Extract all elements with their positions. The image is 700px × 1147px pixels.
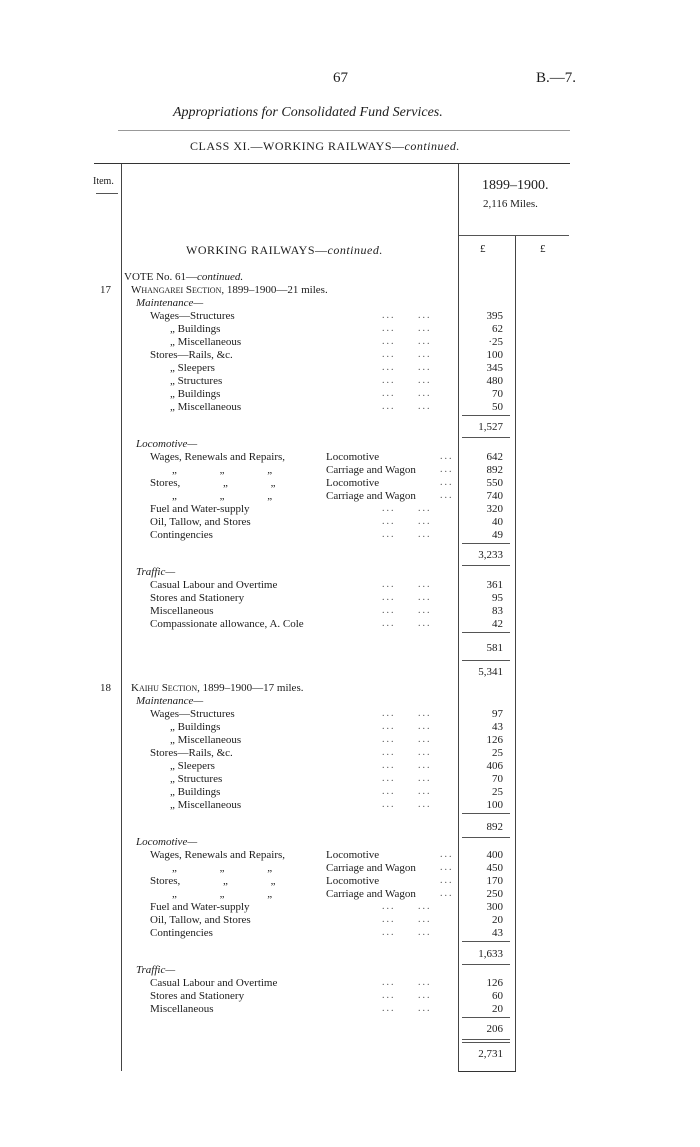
document-reference: B.—7.	[536, 70, 577, 86]
class-heading	[190, 140, 460, 153]
kaihu-locomotive-heading: Locomotive—	[136, 836, 198, 848]
leader-dots: ...	[440, 451, 454, 462]
subtotal-rule	[462, 813, 510, 814]
list-item-label: Fuel and Water-supply	[150, 901, 250, 913]
list-item-label: Oil, Tallow, and Stores	[150, 914, 251, 926]
list-item-label: „ Miscellaneous	[170, 401, 242, 413]
subtotal-rule	[462, 660, 510, 661]
leader-dots: ...	[440, 490, 454, 501]
subtotal-rule	[462, 415, 510, 416]
kaihu-section-total: 2,731	[478, 1048, 503, 1060]
list-item-value: 100	[486, 349, 503, 361]
whangarei-traffic-subtotal: 581	[486, 642, 503, 654]
list-item-label: „ „ „	[172, 464, 273, 476]
subtotal-rule	[462, 1017, 510, 1018]
list-item-sublabel: Locomotive	[326, 451, 380, 463]
leader-dots: ... ...	[382, 579, 432, 590]
leader-dots: ... ...	[382, 529, 432, 540]
year-column-header: 1899–1900.	[482, 178, 549, 193]
list-item-value: 70	[492, 388, 503, 400]
leader-dots: ... ...	[382, 362, 432, 373]
list-item-value: 42	[492, 618, 503, 630]
pound-symbol-2: £	[540, 243, 546, 255]
list-item-label: Contingencies	[150, 927, 213, 939]
vote-label	[124, 271, 243, 284]
list-item-label: „ Miscellaneous	[170, 336, 242, 348]
kaihu-locomotive-subtotal: 1,633	[478, 948, 503, 960]
title-rule	[118, 130, 570, 131]
leader-dots: ... ...	[382, 336, 432, 347]
leader-dots: ...	[440, 862, 454, 873]
leader-dots: ... ...	[382, 618, 432, 629]
whangarei-item-number: 17	[100, 284, 111, 296]
subtotal-rule	[462, 1042, 510, 1043]
leader-dots: ... ...	[382, 799, 432, 810]
list-item-label: Contingencies	[150, 529, 213, 541]
whangarei-section-title	[131, 284, 328, 297]
list-item-label: „ „ „	[172, 888, 273, 900]
leader-dots: ...	[440, 875, 454, 886]
list-item-value: 300	[486, 901, 503, 913]
list-item-value: 49	[492, 529, 503, 541]
section-heading-cont: continued.	[327, 243, 383, 257]
list-item-value: 50	[492, 401, 503, 413]
leader-dots: ... ...	[382, 773, 432, 784]
list-item-value: 100	[486, 799, 503, 811]
leader-dots: ... ...	[382, 990, 432, 1001]
list-item-label: Stores, „ „	[150, 477, 276, 489]
total-rule	[459, 1071, 516, 1072]
amount-column-mid-divider	[515, 236, 516, 1072]
list-item-value: 170	[486, 875, 503, 887]
item-column-header: Item.	[93, 176, 114, 187]
list-item-sublabel: Carriage and Wagon	[326, 888, 416, 900]
leader-dots: ... ...	[382, 786, 432, 797]
list-item-value: 95	[492, 592, 503, 604]
list-item-label: Stores—Rails, &c.	[150, 747, 233, 759]
list-item-label: Oil, Tallow, and Stores	[150, 516, 251, 528]
list-item-label: Wages—Structures	[150, 310, 235, 322]
subtotal-rule	[462, 565, 510, 566]
list-item-value: 642	[486, 451, 503, 463]
leader-dots: ... ...	[382, 323, 432, 334]
column-header-rule	[459, 235, 569, 236]
subtotal-rule	[462, 632, 510, 633]
whangarei-title-rest: 1899–1900—21 miles.	[226, 284, 328, 296]
whangarei-traffic-heading: Traffic—	[136, 566, 176, 578]
kaihu-traffic-subtotal: 206	[486, 1023, 503, 1035]
leader-dots: ... ...	[382, 927, 432, 938]
leader-dots: ...	[440, 464, 454, 475]
leader-dots: ... ...	[382, 503, 432, 514]
list-item-label: „ Structures	[170, 375, 223, 387]
list-item-value: 43	[492, 721, 503, 733]
subtotal-rule	[462, 964, 510, 965]
kaihu-maintenance-subtotal: 892	[486, 821, 503, 833]
kaihu-title-name: Kaihu Section,	[131, 682, 200, 694]
header-rule	[94, 163, 570, 164]
leader-dots: ... ...	[382, 914, 432, 925]
list-item-label: „ Miscellaneous	[170, 799, 242, 811]
subtotal-rule	[462, 543, 510, 544]
whangarei-maintenance-heading: Maintenance—	[136, 297, 204, 309]
list-item-value: 480	[486, 375, 503, 387]
leader-dots: ... ...	[382, 734, 432, 745]
list-item-sublabel: Locomotive	[326, 477, 380, 489]
list-item-sublabel: Carriage and Wagon	[326, 490, 416, 502]
leader-dots: ... ...	[382, 977, 432, 988]
leader-dots: ... ...	[382, 760, 432, 771]
list-item-label: Fuel and Water-supply	[150, 503, 250, 515]
list-item-sublabel: Locomotive	[326, 875, 380, 887]
whangarei-locomotive-heading: Locomotive—	[136, 438, 198, 450]
leader-dots: ...	[440, 888, 454, 899]
list-item-value: 43	[492, 927, 503, 939]
item-header-rule	[96, 193, 118, 194]
list-item-value: 345	[486, 362, 503, 374]
leader-dots: ... ...	[382, 349, 432, 360]
list-item-label: Miscellaneous	[150, 605, 214, 617]
page-title: Appropriations for Consolidated Fund Services.	[173, 105, 443, 120]
list-item-label: „ Miscellaneous	[170, 734, 242, 746]
list-item-value: 62	[492, 323, 503, 335]
list-item-label: Stores—Rails, &c.	[150, 349, 233, 361]
leader-dots: ... ...	[382, 516, 432, 527]
list-item-value: 25	[492, 786, 503, 798]
section-heading-text: WORKING RAILWAYS—	[186, 243, 328, 257]
leader-dots: ... ...	[382, 901, 432, 912]
list-item-label: „ Buildings	[170, 721, 221, 733]
list-item-sublabel: Carriage and Wagon	[326, 464, 416, 476]
kaihu-maintenance-heading: Maintenance—	[136, 695, 204, 707]
miles-column-header: 2,116 Miles.	[483, 198, 538, 210]
list-item-value: 400	[486, 849, 503, 861]
leader-dots: ... ...	[382, 708, 432, 719]
list-item-value: 83	[492, 605, 503, 617]
list-item-value: 126	[486, 734, 503, 746]
list-item-label: „ Sleepers	[170, 760, 215, 772]
leader-dots: ... ...	[382, 721, 432, 732]
leader-dots: ... ...	[382, 747, 432, 758]
leader-dots: ... ...	[382, 401, 432, 412]
kaihu-section-title	[131, 682, 303, 695]
subtotal-rule	[462, 437, 510, 438]
subtotal-rule	[462, 941, 510, 942]
leader-dots: ...	[440, 849, 454, 860]
list-item-value: 20	[492, 914, 503, 926]
section-heading	[186, 244, 383, 257]
list-item-value: 20	[492, 1003, 503, 1015]
list-item-label: Miscellaneous	[150, 1003, 214, 1015]
list-item-value: 97	[492, 708, 503, 720]
vote-label-cont: continued.	[197, 271, 244, 283]
list-item-label: „ Buildings	[170, 388, 221, 400]
whangarei-section-total: 5,341	[478, 666, 503, 678]
class-heading-cont: continued.	[404, 139, 460, 153]
leader-dots: ... ...	[382, 388, 432, 399]
list-item-value: 25	[492, 747, 503, 759]
list-item-value: 126	[486, 977, 503, 989]
list-item-sublabel: Locomotive	[326, 849, 380, 861]
list-item-label: Compassionate allowance, A. Cole	[150, 618, 304, 630]
list-item-value: 740	[486, 490, 503, 502]
list-item-value: ·25	[488, 336, 503, 348]
leader-dots: ... ...	[382, 1003, 432, 1014]
whangarei-locomotive-subtotal: 3,233	[478, 549, 503, 561]
leader-dots: ... ...	[382, 605, 432, 616]
list-item-value: 406	[486, 760, 503, 772]
kaihu-title-rest: 1899–1900—17 miles.	[202, 682, 304, 694]
list-item-value: 892	[486, 464, 503, 476]
kaihu-item-number: 18	[100, 682, 111, 694]
subtotal-rule	[462, 837, 510, 838]
list-item-label: Wages, Renewals and Repairs,	[150, 849, 286, 861]
item-column-divider	[121, 164, 122, 1071]
list-item-label: „ „ „	[172, 862, 273, 874]
list-item-value: 550	[486, 477, 503, 489]
leader-dots: ... ...	[382, 592, 432, 603]
list-item-value: 395	[486, 310, 503, 322]
list-item-sublabel: Carriage and Wagon	[326, 862, 416, 874]
list-item-label: Stores and Stationery	[150, 592, 245, 604]
list-item-value: 320	[486, 503, 503, 515]
list-item-label: „ Structures	[170, 773, 223, 785]
list-item-value: 60	[492, 990, 503, 1002]
list-item-label: Wages—Structures	[150, 708, 235, 720]
list-item-value: 250	[486, 888, 503, 900]
leader-dots: ...	[440, 477, 454, 488]
list-item-label: Casual Labour and Overtime	[150, 977, 278, 989]
leader-dots: ... ...	[382, 375, 432, 386]
pound-symbol-1: £	[480, 243, 486, 255]
list-item-label: „ „ „	[172, 490, 273, 502]
whangarei-maintenance-subtotal: 1,527	[478, 421, 503, 433]
leader-dots: ... ...	[382, 310, 432, 321]
list-item-label: Stores, „ „	[150, 875, 276, 887]
list-item-value: 450	[486, 862, 503, 874]
page-number: 67	[333, 70, 348, 86]
list-item-label: Stores and Stationery	[150, 990, 245, 1002]
class-heading-text: CLASS XI.—WORKING RAILWAYS—	[190, 139, 405, 153]
list-item-label: Wages, Renewals and Repairs,	[150, 451, 286, 463]
whangarei-title-name: Whangarei Section,	[131, 284, 225, 296]
list-item-value: 70	[492, 773, 503, 785]
amount-column-left-divider	[458, 164, 459, 1072]
list-item-label: „ Buildings	[170, 323, 221, 335]
list-item-value: 40	[492, 516, 503, 528]
list-item-label: Casual Labour and Overtime	[150, 579, 278, 591]
subtotal-rule	[462, 1039, 510, 1040]
list-item-label: „ Buildings	[170, 786, 221, 798]
kaihu-traffic-heading: Traffic—	[136, 964, 176, 976]
list-item-label: „ Sleepers	[170, 362, 215, 374]
vote-label-text: VOTE No. 61—	[124, 271, 198, 283]
list-item-value: 361	[486, 579, 503, 591]
